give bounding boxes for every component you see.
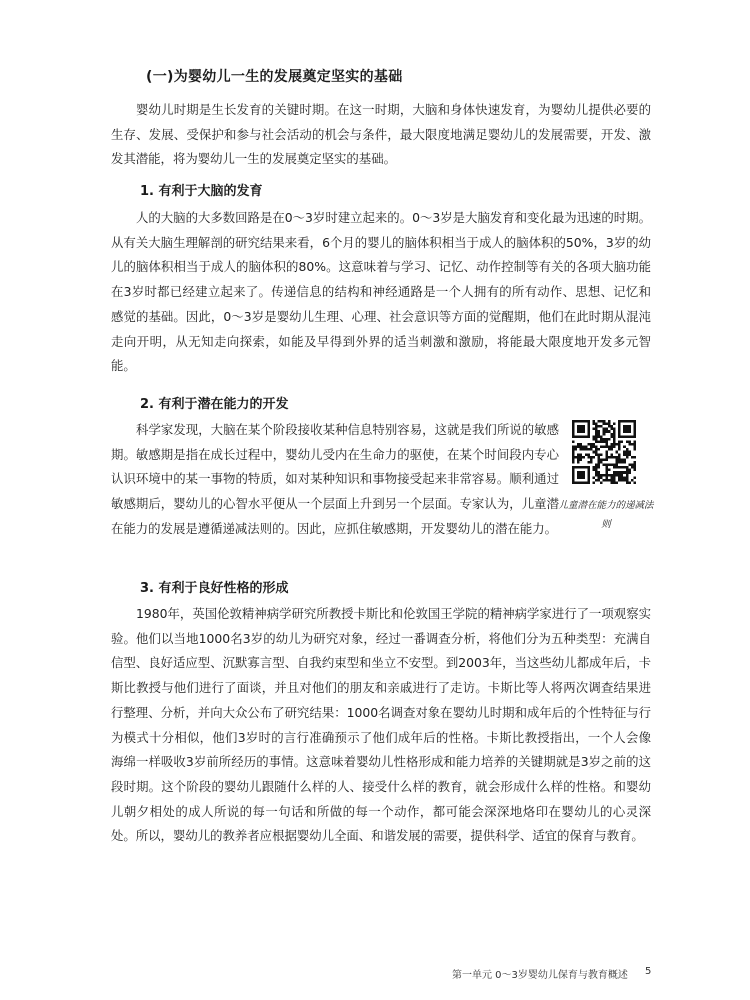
qr-code-icon[interactable]: [572, 420, 636, 484]
section-title: (一)为婴幼儿一生的发展奠定坚实的基础: [146, 69, 403, 85]
paragraph-potential: 科学家发现，大脑在某个阶段接收某种信息特别容易，这就是我们所说的敏感期。敏感期是指在成长过程中，婴幼儿受内在生命力的驱使，在某个时间段内专心认识环境中的某一事物的特质，如对某种知识和事物接受起来非常容易。顺利通过敏感期后，婴幼儿的心智水平便从一个层面上升到另一个层面。专家认为，儿童潜在能力的发展是遵循递减法则的。因此，应抓住敏感期，开发婴幼儿的潜在能力。: [111, 422, 559, 536]
subsection-heading-potential: 2. 有利于潜在能力的开发: [140, 397, 289, 412]
subsection-heading-personality: 3. 有利于良好性格的形成: [140, 581, 289, 596]
subsection-heading-brain: 1. 有利于大脑的发育: [140, 184, 263, 199]
qr-caption: 儿童潜在能力的递减法则: [558, 500, 654, 530]
paragraph-brain: 人的大脑的大多数回路是在0～3岁时建立起来的。0～3岁是大脑发育和变化最为迅速的时期。从有关大脑生理解剖的研究结果来看，6个月的婴儿的脑体积相当于成人的脑体积的50%，3岁的幼儿的脑体积相当于成人的脑体积的80%。这意味着与学习、记忆、动作控制等有关的各项大脑功能在3岁时都已经建立起来了。传递信息的结构和神经通路是一个人拥有的所有动作、思想、记忆和感觉的基础。因此，0～3岁是婴幼儿生理、心理、社会意识等方面的觉醒期，他们在此时期从混沌走向开明，从无知走向探索，如能及早得到外界的适当刺激和激励，将能最大限度地开发多元智能。: [111, 210, 651, 374]
footer-unit-title: 第一单元 0～3岁婴幼儿保育与教育概述: [452, 970, 628, 981]
page-number: 5: [645, 966, 652, 977]
paragraph-personality: 1980年，英国伦敦精神病学研究所教授卡斯比和伦敦国王学院的精神病学家进行了一项观察实验。他们以当地1000名3岁的幼儿为研究对象，经过一番调查分析，将他们分为五种类型：充满自信型、良好适应型、沉默寡言型、自我约束型和坐立不安型。到2003年，当这些幼儿都成年后，卡斯比教授与他们进行了面谈，并且对他们的朋友和亲戚进行了走访。卡斯比等人将两次调查结果进行整理、分析，并向大众公布了研究结果：1000名调查对象在婴幼儿时期和成年后的个性特征与行为模式十分相似，他们3岁时的言行准确预示了他们成年后的性格。卡斯比教授指出，一个人会像海绵一样吸收3岁前所经历的事情。这意味着婴幼儿性格形成和能力培养的关键期就是3岁之前的这段时期。这个阶段的婴幼儿跟随什么样的人、接受什么样的教育，就会形成什么样的性格。和婴幼儿朝夕相处的成人所说的每一句话和所做的每一个动作，都可能会深深地烙印在婴幼儿的心灵深处。所以，婴幼儿的教养者应根据婴幼儿全面、和谐发展的需要，提供科学、适宜的保育与教育。: [111, 606, 651, 844]
intro-paragraph: 婴幼儿时期是生长发育的关键时期。在这一时期，大脑和身体快速发育，为婴幼儿提供必要的生存、发展、受保护和参与社会活动的机会与条件，最大限度地满足婴幼儿的发展需要，开发、激发其潜能，将为婴幼儿一生的发展奠定坚实的基础。: [111, 102, 651, 167]
